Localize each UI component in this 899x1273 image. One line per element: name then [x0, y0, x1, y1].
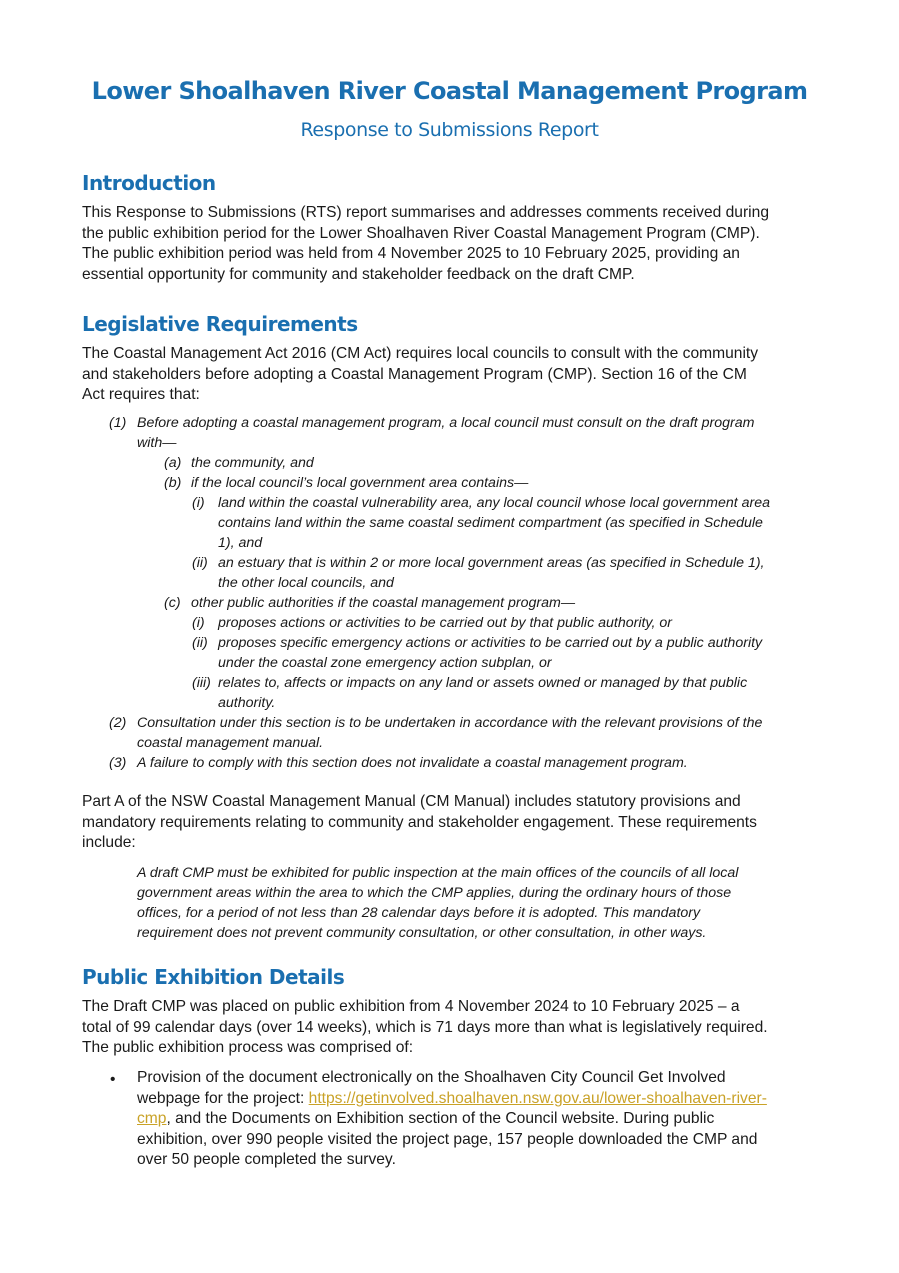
document-title: Lower Shoalhaven River Coastal Management Program: [91, 77, 808, 105]
text-span: , and the Documents on Exhibition section of the Council website. During public: [166, 1110, 715, 1127]
introduction-paragraph: [82, 203, 822, 285]
text-line: 1), and: [218, 535, 263, 551]
text-line: essential opportunity for community and stakeholder feedback on the draft CMP.: [82, 265, 635, 283]
text-line: the other local councils, and: [218, 575, 394, 591]
list-number: (2): [109, 715, 127, 731]
legislative-intro-paragraph: [82, 344, 822, 406]
text-line: exhibition, over 990 people visited the project page, 157 people downloaded the CMP and: [137, 1130, 758, 1148]
text-line: with—: [137, 435, 177, 451]
text-line: and stakeholders before adopting a Coastal Management Program (CMP). Section 16 of the CM: [82, 365, 747, 383]
text-line: Consultation under this section is to be undertaken in accordance with the relevant provisions of the: [137, 715, 763, 731]
text-line: Part A of the NSW Coastal Management Manual (CM Manual) includes statutory provisions and: [82, 793, 741, 810]
manual-quote: [137, 863, 797, 943]
text-line: government areas within the area to which the CMP applies, during the ordinary hours of those: [137, 885, 732, 901]
text-line: mandatory requirements relating to community and stakeholder engagement. These requirements: [82, 813, 757, 831]
text-line: The public exhibition process was comprised of:: [82, 1039, 414, 1056]
text-line: proposes actions or activities to be carried out by that public authority, or: [218, 615, 672, 631]
list-number: (b): [164, 475, 182, 491]
text-line: Act requires that:: [82, 386, 200, 403]
text-line: an estuary that is within 2 or more local government areas (as specified in Schedule 1),: [218, 555, 765, 571]
text-line: The public exhibition period was held from 4 November 2025 to 10 February 2025, providing an: [82, 245, 740, 262]
list-number: (i): [192, 495, 205, 511]
text-line: The Draft CMP was placed on public exhibition from 4 November 2024 to 10 February 2025 – a: [82, 998, 740, 1015]
bullet-item-electronic-provision: [137, 1068, 827, 1171]
list-number: (1): [109, 415, 127, 431]
text-span: webpage for the project:: [137, 1089, 309, 1107]
list-number: (3): [109, 755, 127, 771]
text-line: total of 99 calendar days (over 14 weeks), which is 71 days more than what is legislatively required.: [82, 1018, 768, 1036]
text-line: over 50 people completed the survey.: [137, 1151, 396, 1168]
text-line: under the coastal zone emergency action subplan, or: [218, 655, 552, 671]
text-line: the public exhibition period for the Lower Shoalhaven River Coastal Management Program (CMP).: [82, 224, 760, 242]
heading-legislative-requirements: Legislative Requirements: [82, 312, 358, 336]
list-number: (c): [164, 595, 181, 611]
list-number: (ii): [192, 635, 208, 651]
text-line: include:: [82, 834, 136, 851]
text-line: land within the coastal vulnerability area, any local council whose local government area: [218, 495, 771, 511]
text-line: coastal management manual.: [137, 735, 324, 751]
text-line: A failure to comply with this section does not invalidate a coastal management program.: [137, 755, 688, 771]
text-line: This Response to Submissions (RTS) report summarises and addresses comments received during: [82, 204, 769, 221]
list-number: (i): [192, 615, 205, 631]
text-line: [137, 1109, 827, 1130]
text-line: Provision of the document electronically on the Shoalhaven City Council Get Involved: [137, 1069, 726, 1086]
list-number: (a): [164, 455, 182, 471]
text-line: [137, 1089, 827, 1110]
text-line: proposes specific emergency actions or activities to be carried out by a public authority: [218, 635, 763, 651]
bullet-icon: •: [110, 1071, 116, 1088]
text-line: relates to, affects or impacts on any land or assets owned or managed by that public: [218, 675, 748, 691]
text-line: A draft CMP must be exhibited for public inspection at the main offices of the councils of all local: [137, 865, 739, 881]
text-line: requirement does not prevent community consultation, or other consultation, in other ways.: [137, 925, 707, 941]
heading-introduction: Introduction: [82, 171, 216, 195]
text-line: other public authorities if the coastal management program—: [191, 595, 576, 611]
text-line: the community, and: [191, 455, 314, 471]
text-line: contains land within the same coastal sediment compartment (as specified in Schedule: [218, 515, 763, 531]
list-number: (iii): [192, 675, 211, 691]
text-line: Before adopting a coastal management program, a local council must consult on the draft program: [137, 415, 755, 431]
list-number: (ii): [192, 555, 208, 571]
text-line: if the local council’s local government area contains—: [191, 475, 529, 491]
heading-public-exhibition-details: Public Exhibition Details: [82, 965, 345, 989]
project-webpage-link-continued[interactable]: cmp: [137, 1110, 167, 1127]
exhibition-paragraph: [82, 997, 822, 1059]
text-line: The Coastal Management Act 2016 (CM Act) requires local councils to consult with the community: [82, 345, 759, 362]
text-line: offices, for a period of not less than 28 calendar days before it is adopted. This mandatory: [137, 905, 701, 921]
project-webpage-link[interactable]: https://getinvolved.shoalhaven.nsw.gov.au/lower-shoalhaven-river-: [308, 1089, 767, 1107]
manual-paragraph: [82, 792, 822, 854]
document-subtitle: Response to Submissions Report: [300, 119, 599, 141]
text-line: authority.: [218, 695, 276, 711]
